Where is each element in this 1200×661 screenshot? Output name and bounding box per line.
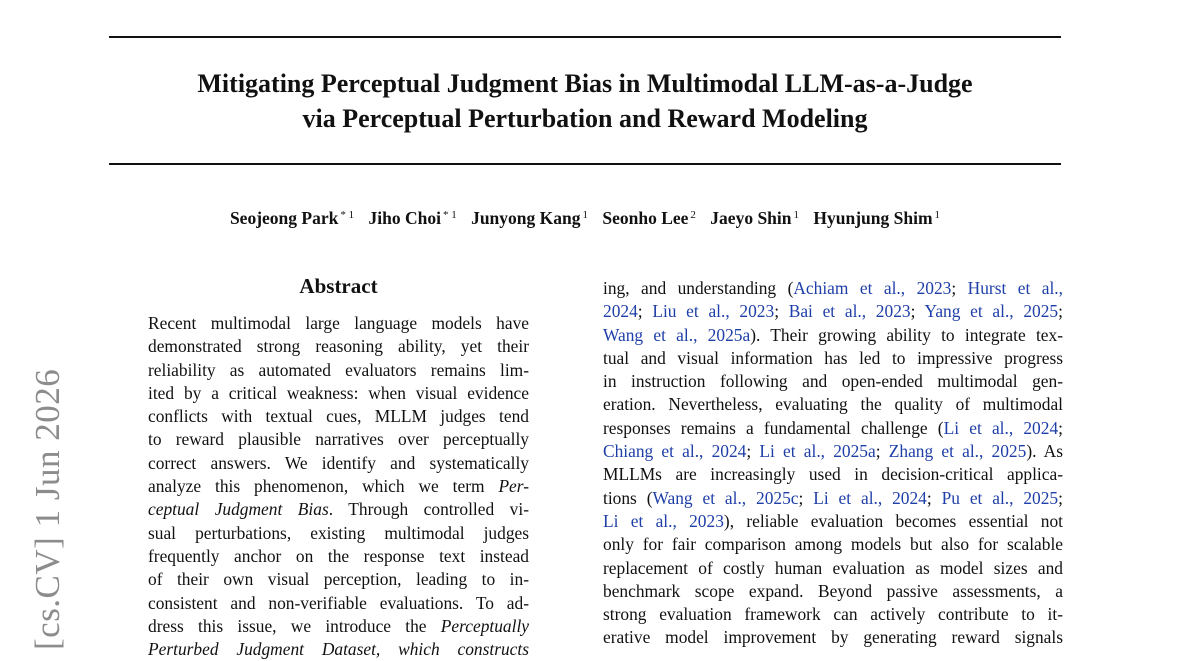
introduction-body	[603, 277, 1063, 650]
citation-link[interactable]: Bai et al., 2023	[788, 301, 911, 322]
affiliation-mark: * 1	[442, 209, 457, 221]
affiliation-mark: 1	[582, 209, 588, 221]
abstract-line: reliability as automated evaluators remains lim-	[148, 359, 529, 380]
intro-line: 2024; Liu et al., 2023; Bai et al., 2023; Yang et al., 2025;	[603, 301, 1063, 322]
abstract-line: correct answers. We identify and systematically	[148, 452, 529, 473]
affiliation-mark: 1	[934, 209, 941, 221]
abstract-line: ceptual Judgment Bias. Through controlled vi-	[148, 499, 529, 520]
author: Jaeyo Shin $^1$	[710, 208, 799, 228]
citation-link[interactable]: Wang et al., 2025a	[603, 324, 751, 345]
author: Seonho Lee $^2$	[602, 208, 696, 228]
abstract-line: frequently anchor on the response text instead	[148, 545, 529, 566]
intro-line: responses remains a fundamental challenge (Li et al., 2024;	[603, 417, 1063, 438]
abstract-body	[148, 312, 529, 661]
abstract-line: sual perturbations, existing multimodal judges	[148, 522, 529, 543]
citation-link[interactable]: Yang et al., 2025	[924, 301, 1059, 322]
abstract-line: consistent and non-verifiable evaluations. To ad-	[148, 592, 529, 613]
dataset-emphasis: Perceptually	[440, 615, 529, 636]
intro-line: tual and visual information has led to impressive progress	[603, 347, 1063, 368]
title-line-2: via Perceptual Perturbation and Reward Modeling	[302, 104, 868, 133]
citation-link[interactable]: Li et al., 2024	[813, 487, 927, 508]
citation-link[interactable]: Achiam et al., 2023	[793, 278, 952, 298]
intro-line: in instruction following and open-ended multimodal gen-	[603, 371, 1063, 392]
citation-link[interactable]: 2024	[603, 301, 638, 322]
author: Hyunjung Shim $^1$	[813, 208, 941, 228]
citation-link[interactable]: Zhang et al., 2025	[888, 441, 1027, 462]
abstract-line: dress this issue, we introduce the Perceptually	[148, 615, 529, 636]
citation-link[interactable]: Pu et al., 2025	[941, 487, 1059, 508]
citation-link[interactable]: Li et al., 2023	[603, 510, 724, 531]
citation-link[interactable]: Hurst et al.,	[967, 278, 1064, 298]
dataset-emphasis: Perturbed Judgment Dataset, which constructs	[148, 639, 529, 660]
abstract-line: of their own visual perception, leading to in-	[148, 569, 529, 590]
arxiv-stamp: [cs.CV] 1 Jun 2026	[28, 368, 67, 650]
paper-title	[109, 66, 1061, 136]
citation-link[interactable]: Liu et al., 2023	[652, 301, 775, 322]
abstract-line: conflicts with textual cues, MLLM judges tend	[148, 406, 529, 427]
intro-line: only for fair comparison among models but also for scalable	[603, 534, 1063, 555]
intro-line: Li et al., 2023), reliable evaluation becomes essential not	[603, 510, 1063, 531]
term-emphasis: Per-	[498, 476, 529, 497]
intro-line: erative model improvement by generating reward signals	[603, 627, 1063, 648]
abstract-line: demonstrated strong reasoning ability, yet their	[148, 336, 529, 357]
author: Seojeong Park $^{* 1}$	[229, 208, 355, 228]
abstract-line: Recent multimodal large language models have	[148, 313, 529, 333]
abstract-line	[148, 638, 529, 661]
intro-line: Wang et al., 2025a). Their growing ability to integrate tex-	[603, 324, 1063, 345]
intro-line: Chiang et al., 2024; Li et al., 2025a; Zhang et al., 2025). As	[603, 441, 1064, 462]
citation-link[interactable]: Li et al., 2024	[943, 417, 1059, 438]
intro-line: strong evaluation framework can actively contribute to it-	[603, 604, 1063, 625]
author: Jiho Choi $^{* 1}$	[368, 208, 457, 228]
term-emphasis: ceptual Judgment Bias	[148, 499, 329, 520]
abstract-line: to reward plausible narratives over perceptually	[148, 429, 529, 450]
intro-line: tions (Wang et al., 2025c; Li et al., 2024; Pu et al., 2025;	[603, 487, 1063, 508]
abstract-line: ited by a critical weakness: when visual evidence	[148, 382, 529, 403]
top-rule	[109, 36, 1061, 38]
abstract-heading: Abstract	[299, 274, 378, 298]
intro-line: ing, and understanding (Achiam et al., 2023; Hurst et al.,	[603, 278, 1064, 298]
bottom-rule	[109, 163, 1061, 165]
affiliation-mark: 1	[793, 209, 799, 221]
intro-line: MLLMs are increasingly used in decision-critical applica-	[603, 464, 1063, 485]
abstract-line: analyze this phenomenon, which we term Per-	[148, 476, 529, 497]
citation-link[interactable]: Li et al., 2025a	[759, 441, 876, 462]
affiliation-mark: 2	[690, 209, 696, 221]
author-list	[109, 208, 1061, 229]
intro-line: benchmark scope expand. Beyond passive assessments, a	[603, 580, 1063, 601]
author: Junyong Kang $^1$	[471, 208, 588, 228]
title-line-1: Mitigating Perceptual Judgment Bias in Multimodal LLM-as-a-Judge	[197, 69, 973, 98]
citation-link[interactable]: Wang et al., 2025c	[652, 487, 799, 508]
intro-line: replacement of costly human evaluation as model sizes and	[603, 557, 1063, 578]
citation-link[interactable]: Chiang et al., 2024	[603, 441, 747, 462]
affiliation-mark: * 1	[340, 209, 355, 221]
intro-line: eration. Nevertheless, evaluating the quality of multimodal	[603, 394, 1063, 415]
